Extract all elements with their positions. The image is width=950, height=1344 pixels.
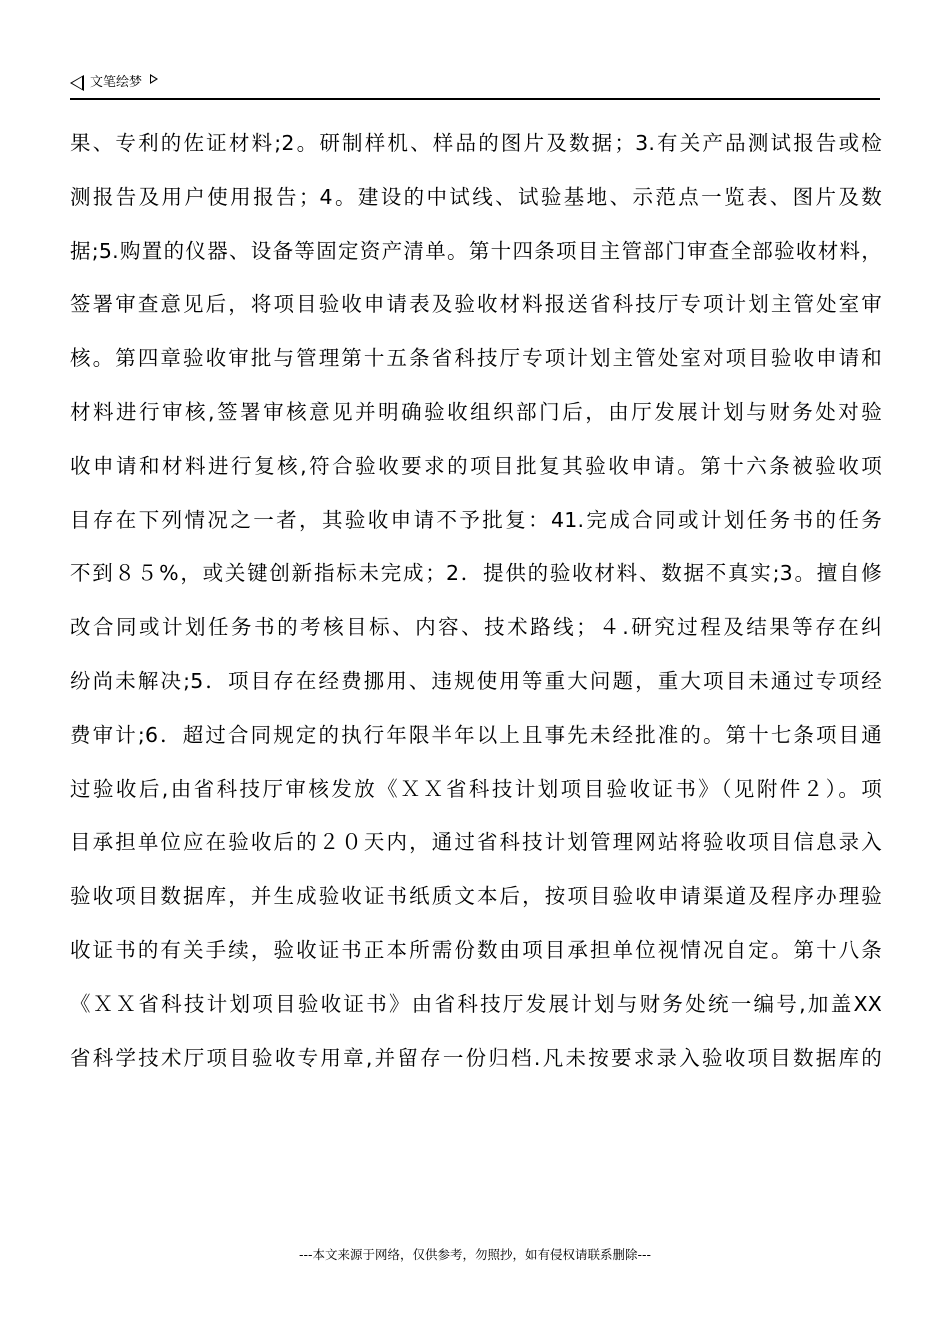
body-line: 果、专利的佐证材料;2。研制样机、样品的图片及数据；3.有关产品测试报告或检 (70, 131, 882, 155)
body-line: 不到８５%，或关键创新指标未完成；2．提供的验收材料、数据不真实;3。擅自修 (70, 561, 882, 586)
body-line: 验收项目数据库，并生成验收证书纸质文本后，按项目验收申请渠道及程序办理验 (70, 884, 882, 909)
body-line: 改合同或计划任务书的考核目标、内容、技术路线；４.研究过程及结果等存在纠 (70, 615, 882, 640)
body-line: 纷尚未解决;5．项目存在经费挪用、违规使用等重大问题，重大项目未通过专项经 (70, 668, 882, 693)
body-line: 签署审查意见后，将项目验收申请表及验收材料报送省科技厅专项计划主管处室审 (70, 292, 882, 317)
body-line: 目承担单位应在验收后的２０天内，通过省科技计划管理网站将验收项目信息录入 (70, 830, 882, 855)
document-body (70, 123, 882, 1091)
body-line: 核。第四章验收审批与管理第十五条省科技厅专项计划主管处室对项目验收申请和 (70, 346, 882, 371)
body-line: 收证书的有关手续，验收证书正本所需份数由项目承担单位视情况自定。第十八条 (70, 937, 882, 962)
brand-text: 文笔绘梦 (90, 75, 143, 90)
header-brand (70, 74, 158, 92)
body-line: 测报告及用户使用报告；4。建设的中试线、试验基地、示范点一览表、图片及数 (70, 184, 882, 209)
body-line: 省科学技术厅项目验收专用章,并留存一份归档.凡未按要求录入验收项目数据库的 (70, 1045, 882, 1070)
triangle-left-icon (70, 75, 84, 91)
body-line: 过验收后,由省科技厅审核发放《ＸＸ省科技计划项目验收证书》（见附件２）。项 (70, 776, 882, 801)
triangle-right-icon (150, 74, 158, 84)
body-line: 据;5.购置的仪器、设备等固定资产清单。第十四条项目主管部门审查全部验收材料， (70, 238, 882, 263)
page-header (70, 72, 880, 100)
body-line: 材料进行审核,签署审核意见并明确验收组织部门后，由厅发展计划与财务处对验 (70, 399, 882, 424)
body-line: 费审计;6．超过合同规定的执行年限半年以上且事先未经批准的。第十七条项目通 (70, 722, 882, 747)
body-line: 收申请和材料进行复核,符合验收要求的项目批复其验收申请。第十六条被验收项 (70, 453, 882, 478)
page-footer: ---本文来源于网络，仅供参考，勿照抄，如有侵权请联系删除--- (298, 1247, 652, 1262)
body-line: 《ＸＸ省科技计划项目验收证书》由省科技厅发展计划与财务处统一编号,加盖XX (70, 991, 882, 1016)
body-line: 目存在下列情况之一者，其验收申请不予批复：41.完成合同或计划任务书的任务 (70, 507, 882, 532)
